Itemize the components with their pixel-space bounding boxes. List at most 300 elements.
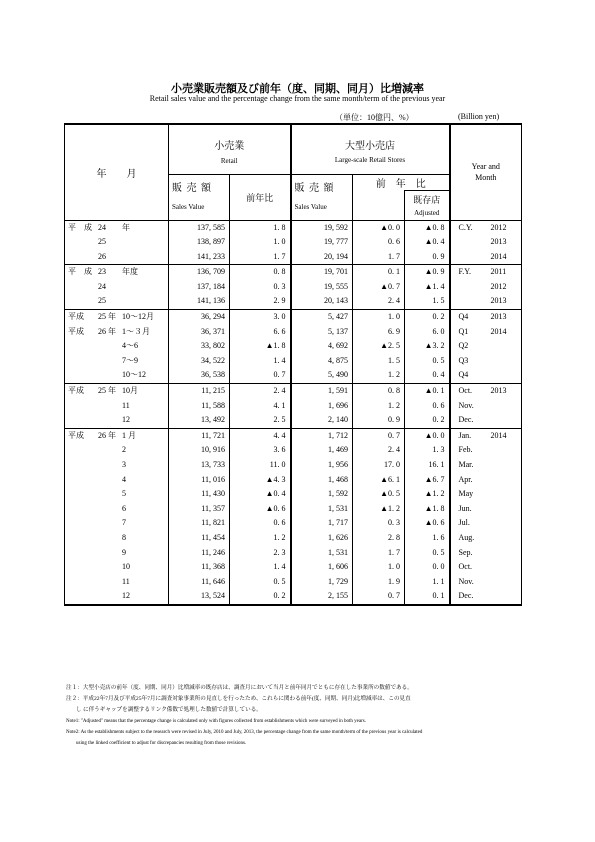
existing-change-cell: 1. 6 <box>405 531 450 546</box>
large-change-cell: ▲2. 5 <box>353 339 405 354</box>
large-sales-cell: 1, 606 <box>291 560 353 575</box>
table-row <box>65 473 522 488</box>
large-sales-cell: 1, 717 <box>291 516 353 531</box>
row-label-en <box>450 487 522 502</box>
large-change-cell: ▲0. 7 <box>353 280 405 295</box>
table-row <box>65 368 522 383</box>
retail-change-cell: 1. 0 <box>230 235 291 250</box>
existing-change-cell: ▲0. 0 <box>405 428 450 443</box>
large-change-cell: ▲0. 0 <box>353 220 405 235</box>
retail-change-cell: 0. 5 <box>230 575 291 590</box>
large-change-cell: 1. 0 <box>353 310 405 325</box>
row-period-en: Jun. <box>458 503 472 513</box>
table-row <box>65 310 522 325</box>
large-sales-cell: 20, 143 <box>291 294 353 309</box>
row-label-en <box>450 354 522 369</box>
row-label-en <box>450 265 522 280</box>
retail-change-cell: 0. 3 <box>230 280 291 295</box>
large-sales-cell: 1, 591 <box>291 384 353 399</box>
existing-change-cell: ▲1. 4 <box>405 280 450 295</box>
retail-change-cell: 0. 8 <box>230 265 291 280</box>
existing-change-cell: ▲1. 8 <box>405 502 450 517</box>
large-change-cell: 1. 9 <box>353 575 405 590</box>
table-row <box>65 443 522 458</box>
row-label-en <box>450 531 522 546</box>
large-sales-cell: 1, 712 <box>291 428 353 443</box>
row-period-en: Nov. <box>458 400 474 410</box>
row-year: 26 <box>98 251 106 261</box>
row-label <box>65 235 169 250</box>
table-row <box>65 220 522 235</box>
retail-sales-cell: 10, 916 <box>169 443 230 458</box>
table-row <box>65 399 522 414</box>
large-sales-cell: 5, 137 <box>291 325 353 340</box>
row-label <box>65 384 169 399</box>
row-label <box>65 325 169 340</box>
large-change-cell: 0. 7 <box>353 589 405 605</box>
table-row <box>65 413 522 428</box>
large-change-cell: 1. 7 <box>353 546 405 561</box>
row-period: 11 <box>122 576 130 586</box>
row-label-en <box>450 399 522 414</box>
retail-change-cell: 1. 8 <box>230 220 291 235</box>
retail-change-cell: 0. 6 <box>230 516 291 531</box>
retail-sales-cell: 36, 371 <box>169 325 230 340</box>
row-period: 11 <box>122 400 130 410</box>
row-label <box>65 413 169 428</box>
row-period: 4～6 <box>122 341 138 351</box>
unit-label-jp: （単位：10億円、%） <box>335 113 414 122</box>
existing-change-cell: 1. 1 <box>405 575 450 590</box>
row-period: 12 <box>122 415 130 425</box>
large-change-cell: 2. 4 <box>353 294 405 309</box>
retail-change-cell: 2. 4 <box>230 384 291 399</box>
large-change-cell: 6. 9 <box>353 325 405 340</box>
large-sales-cell: 19, 592 <box>291 220 353 235</box>
retail-sales-table <box>64 123 522 606</box>
row-label-en <box>450 560 522 575</box>
row-label-en <box>450 220 522 235</box>
large-sales-cell: 5, 490 <box>291 368 353 383</box>
existing-change-cell: ▲0. 9 <box>405 265 450 280</box>
row-label-en <box>450 502 522 517</box>
row-year-en: 2013 <box>490 237 507 247</box>
row-label-en <box>450 575 522 590</box>
existing-change-cell: 0. 9 <box>405 250 450 265</box>
retail-change-cell: 6. 6 <box>230 325 291 340</box>
large-change-cell: 1. 2 <box>353 399 405 414</box>
retail-change-cell: 4. 4 <box>230 428 291 443</box>
retail-sales-cell: 137, 184 <box>169 280 230 295</box>
row-year: 24 <box>98 222 106 232</box>
large-change-cell: ▲1. 2 <box>353 502 405 517</box>
retail-sales-cell: 34, 522 <box>169 354 230 369</box>
existing-change-cell: 0. 2 <box>405 310 450 325</box>
table-row <box>65 575 522 590</box>
large-change-cell: ▲6. 1 <box>353 473 405 488</box>
row-year: 25 年 <box>98 312 116 322</box>
row-label <box>65 368 169 383</box>
year-month-en-header: Year and Month <box>450 124 522 220</box>
large-sales-cell: 1, 469 <box>291 443 353 458</box>
row-period-en: Nov. <box>458 576 474 586</box>
row-label <box>65 220 169 235</box>
retail-change-cell: 2. 9 <box>230 294 291 309</box>
large-change-cell: ▲0. 5 <box>353 487 405 502</box>
row-label-en <box>450 516 522 531</box>
retail-sales-cell: 36, 294 <box>169 310 230 325</box>
retail-sales-cell: 11, 357 <box>169 502 230 517</box>
retail-sales-cell: 136, 709 <box>169 265 230 280</box>
retail-sales-cell: 11, 646 <box>169 575 230 590</box>
row-period-en: Mar. <box>458 460 474 469</box>
row-label-en <box>450 473 522 488</box>
large-sales-header: 販 売 額 Sales Value <box>291 174 353 220</box>
retail-sales-cell: 11, 016 <box>169 473 230 488</box>
large-sales-cell: 19, 555 <box>291 280 353 295</box>
row-period-en: F.Y. <box>458 267 472 277</box>
existing-change-cell: 0. 5 <box>405 354 450 369</box>
large-sales-cell: 5, 427 <box>291 310 353 325</box>
row-label <box>65 294 169 309</box>
large-sales-cell: 1, 626 <box>291 531 353 546</box>
retail-sales-cell: 13, 524 <box>169 589 230 605</box>
existing-change-cell: 0. 6 <box>405 399 450 414</box>
row-label-en <box>450 384 522 399</box>
table-row <box>65 235 522 250</box>
table-row <box>65 516 522 531</box>
row-period-en: Q1 <box>458 326 469 336</box>
large-change-cell: 0. 7 <box>353 428 405 443</box>
existing-change-cell: 0. 0 <box>405 560 450 575</box>
existing-change-cell: ▲3. 2 <box>405 339 450 354</box>
retail-change-cell: 1. 4 <box>230 354 291 369</box>
retail-change-cell: 1. 4 <box>230 560 291 575</box>
large-sales-cell: 1, 531 <box>291 502 353 517</box>
large-sales-cell: 1, 729 <box>291 575 353 590</box>
row-year: 26 年 <box>98 430 116 440</box>
retail-sales-cell: 11, 246 <box>169 546 230 561</box>
existing-change-cell: ▲1. 2 <box>405 487 450 502</box>
table-row <box>65 428 522 443</box>
large-change-header: 前 年 比 <box>353 174 450 190</box>
row-year-en: 2012 <box>490 281 507 291</box>
table-row <box>65 531 522 546</box>
retail-sales-cell: 33, 802 <box>169 339 230 354</box>
large-change-cell: 17. 0 <box>353 458 405 473</box>
table-row <box>65 325 522 340</box>
table-row <box>65 250 522 265</box>
row-label <box>65 428 169 443</box>
table-row <box>65 354 522 369</box>
large-change-cell: 2. 4 <box>353 443 405 458</box>
row-year-en: 2013 <box>490 386 507 396</box>
row-period-en: Apr. <box>458 474 473 484</box>
large-sales-cell: 4, 875 <box>291 354 353 369</box>
row-period: 7～9 <box>122 355 138 365</box>
existing-change-cell: ▲0. 1 <box>405 384 450 399</box>
row-year: 23 <box>98 267 106 277</box>
retail-sales-cell: 137, 585 <box>169 220 230 235</box>
row-label <box>65 443 169 458</box>
retail-change-cell: ▲0. 4 <box>230 487 291 502</box>
row-period: 7 <box>122 518 126 528</box>
row-period-en: Oct. <box>458 386 473 396</box>
large-change-cell: 0. 1 <box>353 265 405 280</box>
row-year: 25 <box>98 296 106 306</box>
large-sales-cell: 4, 692 <box>291 339 353 354</box>
row-label <box>65 560 169 575</box>
row-label <box>65 458 169 473</box>
row-label <box>65 531 169 546</box>
large-sales-cell: 1, 696 <box>291 399 353 414</box>
retail-header: 小売業 Retail <box>169 124 291 174</box>
row-era: 平成 <box>68 386 84 396</box>
large-change-cell: 1. 2 <box>353 368 405 383</box>
row-period: 3 <box>122 460 126 469</box>
retail-change-cell: 1. 2 <box>230 531 291 546</box>
retail-change-cell: 2. 5 <box>230 413 291 428</box>
existing-change-cell: 16. 1 <box>405 458 450 473</box>
row-label-en <box>450 368 522 383</box>
row-label-en <box>450 294 522 309</box>
row-period: 年度 <box>122 267 138 277</box>
row-era: 平 成 <box>68 267 92 277</box>
row-year-en: 2013 <box>490 296 507 306</box>
large-sales-cell: 1, 531 <box>291 546 353 561</box>
row-period-en: Sep. <box>458 547 473 557</box>
row-period-en: Feb. <box>458 445 473 455</box>
retail-sales-cell: 141, 136 <box>169 294 230 309</box>
large-change-cell: 1. 7 <box>353 250 405 265</box>
table-row <box>65 458 522 473</box>
row-year: 26 年 <box>98 326 116 336</box>
row-year-en: 2014 <box>490 430 507 440</box>
row-period: 10～12月 <box>122 312 154 322</box>
retail-change-cell: 2. 3 <box>230 546 291 561</box>
page-subtitle: Retail sales value and the percentage change from the same month/term of the previous year <box>149 94 446 103</box>
row-year-en: 2012 <box>490 222 507 232</box>
retail-sales-cell: 138, 897 <box>169 235 230 250</box>
row-label <box>65 575 169 590</box>
footnotes <box>66 683 526 749</box>
row-period: 10～12 <box>122 370 146 380</box>
page-title: 小売業販売額及び前年（度、同期、同月）比増減率 <box>171 83 424 95</box>
row-period: 2 <box>122 445 126 455</box>
row-period: 1 月 <box>122 430 136 440</box>
large-change-empty <box>353 190 405 220</box>
large-change-cell: 0. 9 <box>353 413 405 428</box>
large-sales-cell: 1, 468 <box>291 473 353 488</box>
row-label <box>65 280 169 295</box>
existing-change-cell: 6. 0 <box>405 325 450 340</box>
existing-change-cell: 1. 3 <box>405 443 450 458</box>
table-row <box>65 384 522 399</box>
row-year: 24 <box>98 281 106 291</box>
row-period-en: Oct. <box>458 562 473 572</box>
row-period: 9 <box>122 547 126 557</box>
large-sales-cell: 1, 592 <box>291 487 353 502</box>
row-period: 4 <box>122 474 126 484</box>
footnote-1-jp: 注１：大型小売店の前年（度、同期、同月）比増減率の既存店は、調査月において当月と前年同月でともに存在した事業所の数値である。 <box>66 685 413 691</box>
row-period: 年 <box>122 222 130 232</box>
row-period-en: Dec. <box>458 591 474 601</box>
row-label-en <box>450 589 522 605</box>
retail-sales-cell: 11, 215 <box>169 384 230 399</box>
row-label-en <box>450 458 522 473</box>
large-change-cell: 0. 6 <box>353 235 405 250</box>
row-label <box>65 589 169 605</box>
large-sales-cell: 1, 956 <box>291 458 353 473</box>
large-change-cell: 0. 3 <box>353 516 405 531</box>
row-period-en: Q2 <box>458 341 469 351</box>
retail-sales-cell: 11, 821 <box>169 516 230 531</box>
row-label <box>65 354 169 369</box>
row-period: 5 <box>122 489 126 499</box>
retail-sales-cell: 13, 733 <box>169 458 230 473</box>
row-period-en: Q3 <box>458 355 469 365</box>
existing-change-cell: ▲0. 4 <box>405 235 450 250</box>
row-period-en: Jan. <box>458 430 472 440</box>
row-period-en: Q4 <box>458 312 469 322</box>
retail-change-cell: ▲0. 6 <box>230 502 291 517</box>
existing-change-cell: ▲0. 8 <box>405 220 450 235</box>
retail-sales-cell: 11, 368 <box>169 560 230 575</box>
large-sales-cell: 2, 140 <box>291 413 353 428</box>
retail-sales-cell: 11, 588 <box>169 399 230 414</box>
row-year: 25 年 <box>98 386 116 396</box>
large-sales-cell: 19, 777 <box>291 235 353 250</box>
row-label <box>65 487 169 502</box>
footnote-1-en: Note1: "Adjusted" means that the percentage change is calculated only with figures collected from establishments which were surveyed in both years. <box>66 719 366 724</box>
table-row <box>65 294 522 309</box>
row-label-en <box>450 325 522 340</box>
row-label <box>65 516 169 531</box>
row-era: 平成 <box>68 312 84 322</box>
footnote-2-en: Note2: As the establishments subject to the research were revised in July, 2010 and July, 2013, the percentage change from the same month/term of the previous year is calculated <box>66 730 423 735</box>
row-label-en <box>450 428 522 443</box>
row-period-en: Jul. <box>458 518 470 528</box>
row-year-en: 2014 <box>490 326 507 336</box>
retail-change-cell: 0. 7 <box>230 368 291 383</box>
row-label <box>65 250 169 265</box>
footnote-2-jp-cont: し に伴うギャップを調整するリンク係数で処理した数値で計算している。 <box>76 707 262 713</box>
large-change-cell: 1. 0 <box>353 560 405 575</box>
large-change-cell: 0. 8 <box>353 384 405 399</box>
row-period: 1～３月 <box>122 326 150 336</box>
large-scale-header: 大型小売店 Large-scale Retail Stores <box>291 124 450 174</box>
row-period: 12 <box>122 591 130 601</box>
row-period: 8 <box>122 532 126 542</box>
row-period-en: C.Y. <box>458 222 473 232</box>
row-label-en <box>450 280 522 295</box>
retail-change-cell: 3. 6 <box>230 443 291 458</box>
row-period: 10 <box>122 562 130 572</box>
row-label <box>65 399 169 414</box>
retail-sales-cell: 11, 721 <box>169 428 230 443</box>
row-era: 平 成 <box>68 222 92 232</box>
table-row <box>65 265 522 280</box>
row-label <box>65 265 169 280</box>
retail-change-cell: ▲1. 8 <box>230 339 291 354</box>
row-year: 25 <box>98 237 106 247</box>
row-period: 10月 <box>122 386 138 396</box>
large-sales-cell: 2, 155 <box>291 589 353 605</box>
row-period-en: Dec. <box>458 415 474 425</box>
retail-change-cell: 1. 7 <box>230 250 291 265</box>
row-label <box>65 546 169 561</box>
retail-sales-cell: 11, 454 <box>169 531 230 546</box>
existing-change-cell: ▲6. 7 <box>405 473 450 488</box>
row-label-en <box>450 413 522 428</box>
unit-label-en: (Billion yen) <box>458 112 500 121</box>
row-period-en: Aug. <box>458 532 475 542</box>
row-label-en <box>450 235 522 250</box>
table-row <box>65 546 522 561</box>
retail-change-header: 前年比 <box>230 174 291 220</box>
table-row <box>65 502 522 517</box>
existing-store-header: 既存店 Adjusted <box>405 190 450 220</box>
retail-change-cell: ▲4. 3 <box>230 473 291 488</box>
row-label <box>65 339 169 354</box>
row-label-en <box>450 546 522 561</box>
large-change-cell: 1. 5 <box>353 354 405 369</box>
existing-change-cell: 0. 1 <box>405 589 450 605</box>
row-label <box>65 310 169 325</box>
row-year-en: 2014 <box>490 251 507 261</box>
large-sales-cell: 19, 701 <box>291 265 353 280</box>
table-row <box>65 560 522 575</box>
row-label-en <box>450 339 522 354</box>
large-change-cell: 2. 8 <box>353 531 405 546</box>
retail-sales-cell: 36, 538 <box>169 368 230 383</box>
existing-change-cell: 0. 2 <box>405 413 450 428</box>
row-period-en: Q4 <box>458 370 469 380</box>
retail-change-cell: 11. 0 <box>230 458 291 473</box>
row-era: 平成 <box>68 430 84 440</box>
row-year-en: 2011 <box>490 267 507 277</box>
row-period: 6 <box>122 503 126 513</box>
large-sales-cell: 20, 194 <box>291 250 353 265</box>
retail-change-cell: 3. 0 <box>230 310 291 325</box>
existing-change-cell: ▲0. 6 <box>405 516 450 531</box>
table-row <box>65 589 522 605</box>
row-label-en <box>450 310 522 325</box>
table-row <box>65 339 522 354</box>
existing-change-cell: 0. 5 <box>405 546 450 561</box>
retail-change-cell: 0. 2 <box>230 589 291 605</box>
retail-sales-cell: 141, 233 <box>169 250 230 265</box>
existing-change-cell: 0. 4 <box>405 368 450 383</box>
row-period-en: May <box>458 489 474 499</box>
footnote-2-jp: 注２：平成22年7月及び平成25年7月に調査対象事業所の見直しを行ったため、これらに関わる前年(度、同期、同月)比増減率は、この見直 <box>66 696 411 702</box>
table-row <box>65 280 522 295</box>
row-year-en: 2013 <box>490 312 507 322</box>
year-month-header: 年 月 <box>65 124 169 220</box>
row-label <box>65 473 169 488</box>
retail-change-cell: 4. 1 <box>230 399 291 414</box>
retail-sales-header: 販 売 額 Sales Value <box>169 174 230 220</box>
retail-sales-cell: 11, 430 <box>169 487 230 502</box>
row-label-en <box>450 443 522 458</box>
row-era: 平成 <box>68 326 84 336</box>
row-label-en <box>450 250 522 265</box>
retail-sales-cell: 13, 492 <box>169 413 230 428</box>
table-row <box>65 487 522 502</box>
row-label <box>65 502 169 517</box>
footnote-2-en-cont: using the linked coefficient to adjust for discrepancies resulting from those revisions. <box>76 741 247 746</box>
existing-change-cell: 1. 5 <box>405 294 450 309</box>
